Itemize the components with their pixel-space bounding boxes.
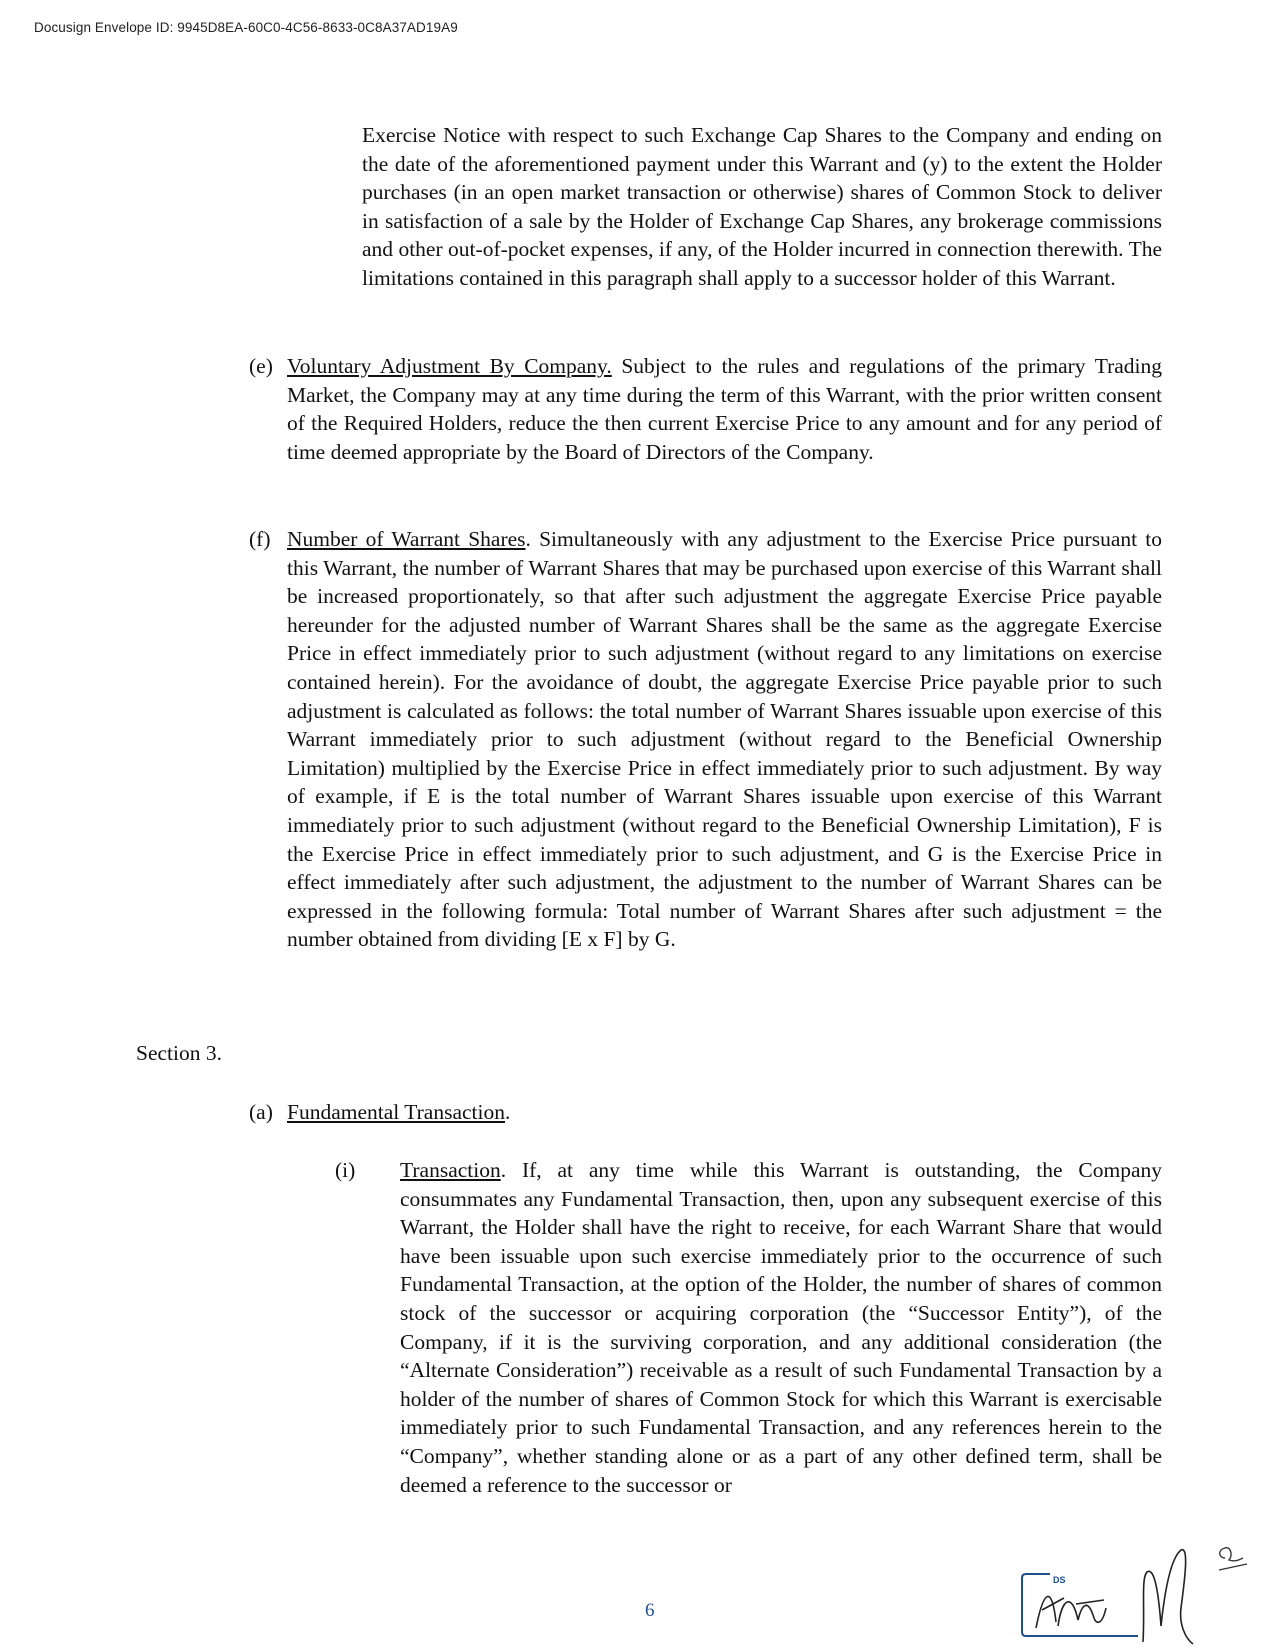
- paragraph-f: [249, 525, 1162, 954]
- paragraph-a-label: (a): [249, 1100, 273, 1124]
- paragraph-i-label: (i): [335, 1158, 356, 1182]
- page-number: 6: [645, 1600, 655, 1621]
- paragraph-a-text: .: [504, 1100, 511, 1124]
- paragraph-f-heading: Number of Warrant Shares: [287, 527, 526, 551]
- paragraph-i-text: . If, at any time while this Warrant is outstanding, the Company consummates any Fundamental Transaction, then, upon any subsequent exercise of this Warrant, the Holder shall have the right to receive, for each Warrant Share that would have been issuable upon such exercise immediately prior to the occurrence of such Fundamental Transaction, at the option of the Holder, the number of shares of common stock of the successor or acquiring corporation (the “Successor Entity”), of the Company, if it is the surviving corporation, and any additional consideration (the “Alternate Consideration”) receivable as a result of such Fundamental Transaction by a holder of the number of shares of Common Stock for which this Warrant is exercisable immediately prior to such Fundamental Transaction, and any references herein to the “Company”, whether standing alone or as a part of any other defined term, shall be deemed a reference to the successor or: [400, 1158, 1162, 1497]
- continuation-paragraph: Exercise Notice with respect to such Exchange Cap Shares to the Company and ending on the date of the aforementioned payment under this Warrant and (y) to the extent the Holder purchases (in an open market transaction or otherwise) shares of Common Stock to deliver in satisfaction of a sale by the Holder of Exchange Cap Shares, any brokerage commissions and other out-of-pocket expenses, if any, of the Holder incurred in connection therewith. The limitations contained in this paragraph shall apply to a successor holder of this Warrant.: [362, 123, 1162, 290]
- paragraph-e-text: Subject to the rules and regulations of the primary Trading Market, the Company may at any time during the term of this Warrant, with the prior written consent of the Required Holders, reduce the then current Exercise Price to any amount and for any period of time deemed appropriate by the Board of Directors of the Company.: [287, 354, 1162, 464]
- paragraph-i-heading: Transaction: [400, 1158, 501, 1182]
- ds-label: DS: [1053, 1575, 1066, 1585]
- paragraph-e-heading: Voluntary Adjustment By Company.: [287, 354, 612, 378]
- docusign-initials-box: [1018, 1568, 1146, 1640]
- handwritten-initials: [1135, 1538, 1255, 1650]
- paragraph-a-heading: Fundamental Transaction: [287, 1100, 505, 1124]
- section-3-heading: Section 3.: [136, 1041, 222, 1065]
- envelope-id: Docusign Envelope ID: 9945D8EA-60C0-4C56-8633-0C8A37AD19A9: [34, 20, 458, 35]
- paragraph-i: [335, 1156, 1162, 1499]
- paragraph-f-label: (f): [249, 527, 271, 551]
- paragraph-e: [249, 352, 1162, 466]
- paragraph-e-label: (e): [249, 354, 273, 378]
- paragraph-f-text: . Simultaneously with any adjustment to the Exercise Price pursuant to this Warrant, the number of Warrant Shares that may be purchased upon exercise of this Warrant shall be increased proportionately, so that after such adjustment the aggregate Exercise Price payable hereunder for the adjusted number of Warrant Shares shall be the same as the aggregate Exercise Price in effect immediately prior to such adjustment (without regard to any limitations on exercise contained herein). For the avoidance of doubt, the aggregate Exercise Price payable prior to such adjustment is calculated as follows: the total number of Warrant Shares issuable upon exercise of this Warrant immediately prior to such adjustment (without regard to the Beneficial Ownership Limitation) multiplied by the Exercise Price in effect immediately prior to such adjustment. By way of example, if E is the total number of Warrant Shares issuable upon exercise of this Warrant immediately prior to such adjustment (without regard to the Beneficial Ownership Limitation), F is the Exercise Price in effect immediately prior to such adjustment, and G is the Exercise Price in effect immediately after such adjustment, the adjustment to the number of Warrant Shares can be expressed in the following formula: Total number of Warrant Shares after such adjustment = the number obtained from dividing [E x F] by G.: [287, 527, 1162, 952]
- paragraph-a: [249, 1098, 1162, 1127]
